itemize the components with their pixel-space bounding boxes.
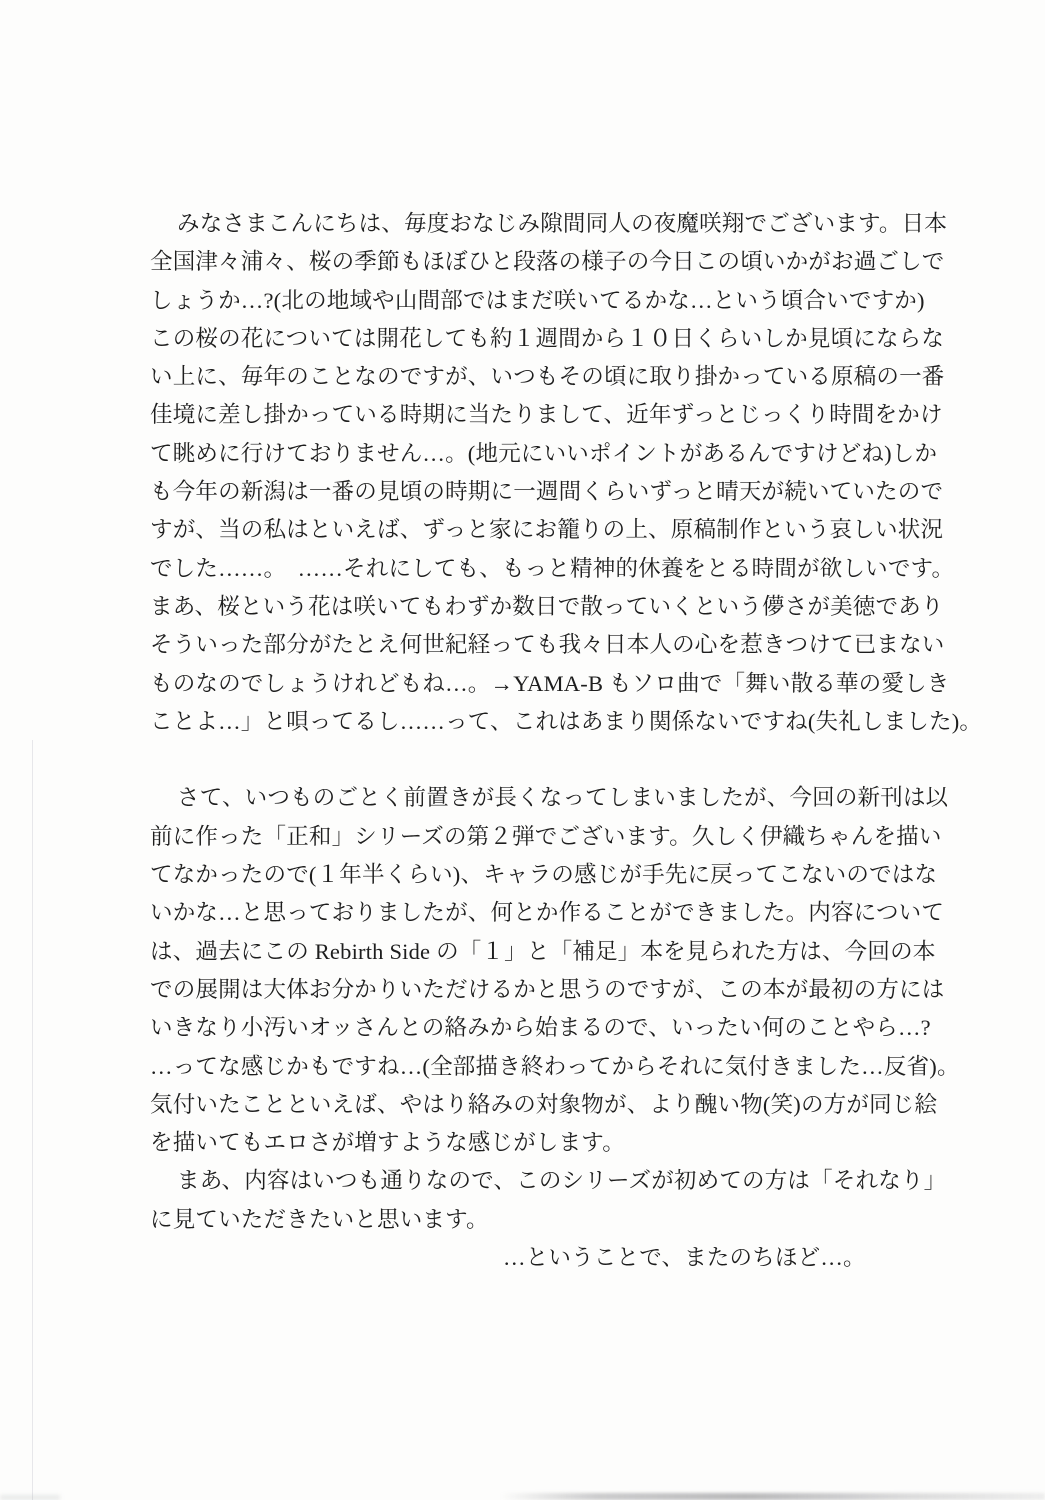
text-line: は、過去にこの Rebirth Side の「１」と「補足」本を見られた方は、今回の本 [150, 938, 936, 964]
text-line: 気付いたことといえば、やはり絡みの対象物が、より醜い物(笑)の方が同じ絵 [150, 1091, 938, 1117]
scan-edge-artifact [32, 740, 33, 1500]
text-line: まあ、桜という花は咲いてもわずか数日で散っていくという儚さが美徳であり [150, 593, 944, 619]
text-line: ことよ…」と唄ってるし……って、これはあまり関係ないですね(失礼しました)。 [150, 708, 983, 734]
text-line: まあ、内容はいつも通りなので、このシリーズが初めての方は「それなり」 [177, 1168, 947, 1194]
paragraph-gap [150, 741, 960, 779]
text-line: さて、いつものごとく前置きが長くなってしまいましたが、今回の新刊は以 [177, 785, 949, 811]
text-line: すが、当の私はといえば、ずっと家にお籠りの上、原稿制作という哀しい状況 [150, 517, 944, 543]
text-line: い上に、毎年のことなのですが、いつもその頃に取り掛かっている原稿の一番 [150, 364, 945, 390]
text-line: てなかったので(１年半くらい)、キャラの感じが手先に戻ってこないのではな [150, 862, 938, 888]
text-line: も今年の新潟は一番の見頃の時期に一週間くらいずっと晴天が続いていたので [150, 479, 944, 505]
text-line: に見ていただきたいと思います。 [150, 1206, 489, 1232]
text-line: て眺めに行けておりません…。(地元にいいポイントがあるんですけどね)しか [150, 440, 938, 466]
text-line: 佳境に差し掛かっている時期に当たりまして、近年ずっとじっくり時間をかけ [150, 402, 943, 428]
text-line: 前に作った「正和」シリーズの第２弾でございます。久しく伊織ちゃんを描い [150, 823, 942, 849]
text-line: での展開は大体お分かりいただけるかと思うのですが、この本が最初の方には [150, 976, 945, 1002]
scan-smudge-artifact [500, 1493, 1045, 1500]
text-line: しょうか…?(北の地域や山間部ではまだ咲いてるかな…という頃合いですか) [150, 287, 925, 313]
scan-corner-artifact [0, 1495, 60, 1500]
text-line: そういった部分がたとえ何世紀経っても我々日本人の心を惹きつけて已まない [150, 632, 945, 658]
text-line: いかな…と思っておりましたが、何とか作ることができました。内容について [150, 900, 945, 926]
text-line: ものなのでしょうけれどもね…。→YAMA-B もソロ曲で「舞い散る華の愛しき [150, 670, 950, 696]
text-line: みなさまこんにちは、毎度おなじみ隙間同人の夜魔咲翔でございます。日本 [177, 211, 948, 236]
afterword-text [150, 205, 983, 1277]
closing-line: …ということで、またのちほど…。 [503, 1245, 866, 1271]
text-line: を描いてもエロさが増すような感じがします。 [150, 1130, 625, 1156]
text-line: この桜の花については開花しても約１週間から１０日くらいしか見頃にならな [150, 325, 945, 351]
text-line: 全国津々浦々、桜の季節もほぼひと段落の様子の今日この頃いかがお過ごしで [150, 249, 945, 275]
text-line: でした……。 ……それにしても、もっと精神的休養をとる時間が欲しいです。 [150, 555, 955, 581]
text-line: …ってな感じかもですね…(全部描き終わってからそれに気付きました…反省)。 [150, 1053, 960, 1079]
text-line: いきなり小汚いオッさんとの絡みから始まるので、いったい何のことやら…? [150, 1015, 931, 1041]
